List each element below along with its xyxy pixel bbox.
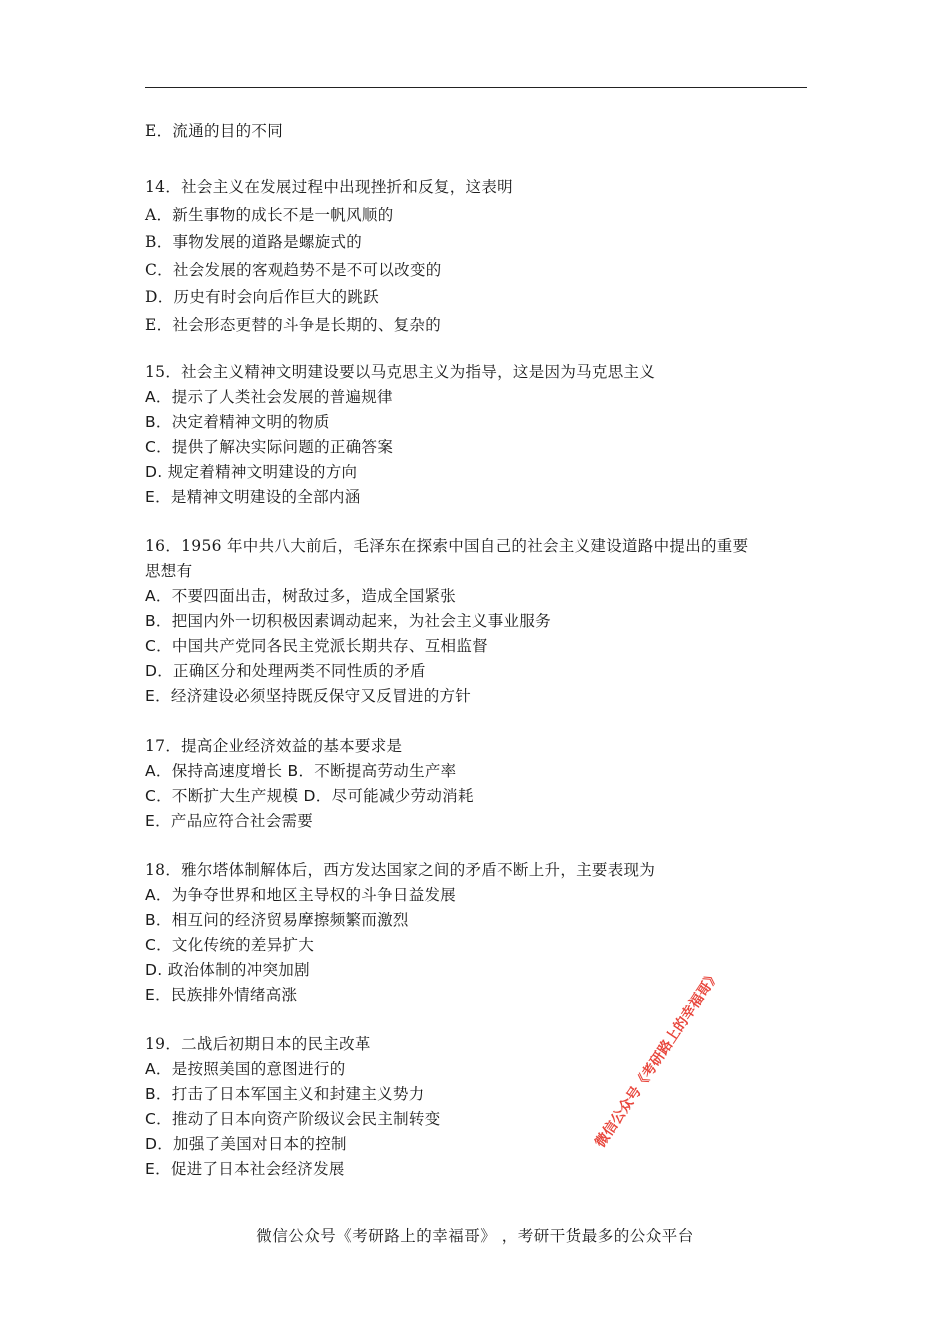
q15-option-a: A．提示了人类社会发展的普遍规律: [145, 388, 393, 406]
q14-option-b: B．事物发展的道路是螺旋式的: [145, 233, 363, 251]
q18-option-a: A．为争夺世界和地区主导权的斗争日益发展: [145, 886, 457, 904]
q18-question: 18．雅尔塔体制解体后，西方发达国家之间的矛盾不断上升，主要表现为: [145, 861, 656, 879]
q14-option-d: D．历史有时会向后作巨大的跳跃: [145, 288, 379, 306]
q18-option-d: D. 政治体制的冲突加剧: [145, 961, 310, 979]
q19-option-c: C．推动了日本向资产阶级议会民主制转变: [145, 1110, 441, 1128]
q16-option-a: A．不要四面出击，树敌过多，造成全国紧张: [145, 587, 457, 605]
q18-option-c: C．文化传统的差异扩大: [145, 936, 315, 954]
q14-question: 14．社会主义在发展过程中出现挫折和反复，这表明: [145, 178, 513, 196]
q17-option-cd: C．不断扩大生产规模 D．尽可能减少劳动消耗: [145, 787, 474, 805]
q19-option-e: E．促进了日本社会经济发展: [145, 1160, 345, 1178]
q19-option-d: D．加强了美国对日本的控制: [145, 1135, 347, 1153]
q18-option-e: E．民族排外情绪高涨: [145, 986, 298, 1004]
q16-option-c: C．中国共产党同各民主党派长期共存、互相监督: [145, 637, 488, 655]
watermark: 微信公众号《考研路上的幸福哥》: [592, 967, 724, 1151]
q14-option-a: A．新生事物的成长不是一帆风顺的: [145, 206, 394, 224]
q17-option-e: E．产品应符合社会需要: [145, 812, 314, 830]
q15-question: 15．社会主义精神文明建设要以马克思主义为指导，这是因为马克思主义: [145, 363, 656, 381]
q17-option-ab: A．保持高速度增长 B．不断提高劳动生产率: [145, 762, 457, 780]
q16-option-e: E．经济建设必须坚持既反保守又反冒进的方针: [145, 687, 472, 705]
q17-question: 17．提高企业经济效益的基本要求是: [145, 737, 403, 755]
header-rule: [145, 87, 807, 88]
q15-option-d: D. 规定着精神文明建设的方向: [145, 463, 358, 481]
q16-question-line1: 16．1956 年中共八大前后，毛泽东在探索中国自己的社会主义建设道路中提出的重要: [145, 537, 749, 555]
q15-option-b: B．决定着精神文明的物质: [145, 413, 330, 431]
page-footer: 微信公众号《考研路上的幸福哥》 ，考研干货最多的公众平台: [256, 1227, 694, 1245]
q15-option-e: E．是精神文明建设的全部内涵: [145, 488, 361, 506]
q19-option-b: B．打击了日本军国主义和封建主义势力: [145, 1085, 425, 1103]
q14-option-e: E．社会形态更替的斗争是长期的、复杂的: [145, 316, 442, 334]
q18-option-b: B．相互问的经济贸易摩擦频繁而激烈: [145, 911, 409, 929]
q19-question: 19．二战后初期日本的民主改革: [145, 1035, 371, 1053]
q13-option-e: E．流通的目的不同: [145, 122, 284, 140]
q16-option-d: D．正确区分和处理两类不同性质的矛盾: [145, 662, 426, 680]
q14-option-c: C．社会发展的客观趋势不是不可以改变的: [145, 261, 442, 279]
q19-option-a: A．是按照美国的意图进行的: [145, 1060, 346, 1078]
q16-option-b: B．把国内外一切积极因素调动起来，为社会主义事业服务: [145, 612, 551, 630]
q16-question-line2: 思想有: [145, 562, 193, 580]
q15-option-c: C．提供了解决实际问题的正确答案: [145, 438, 394, 456]
